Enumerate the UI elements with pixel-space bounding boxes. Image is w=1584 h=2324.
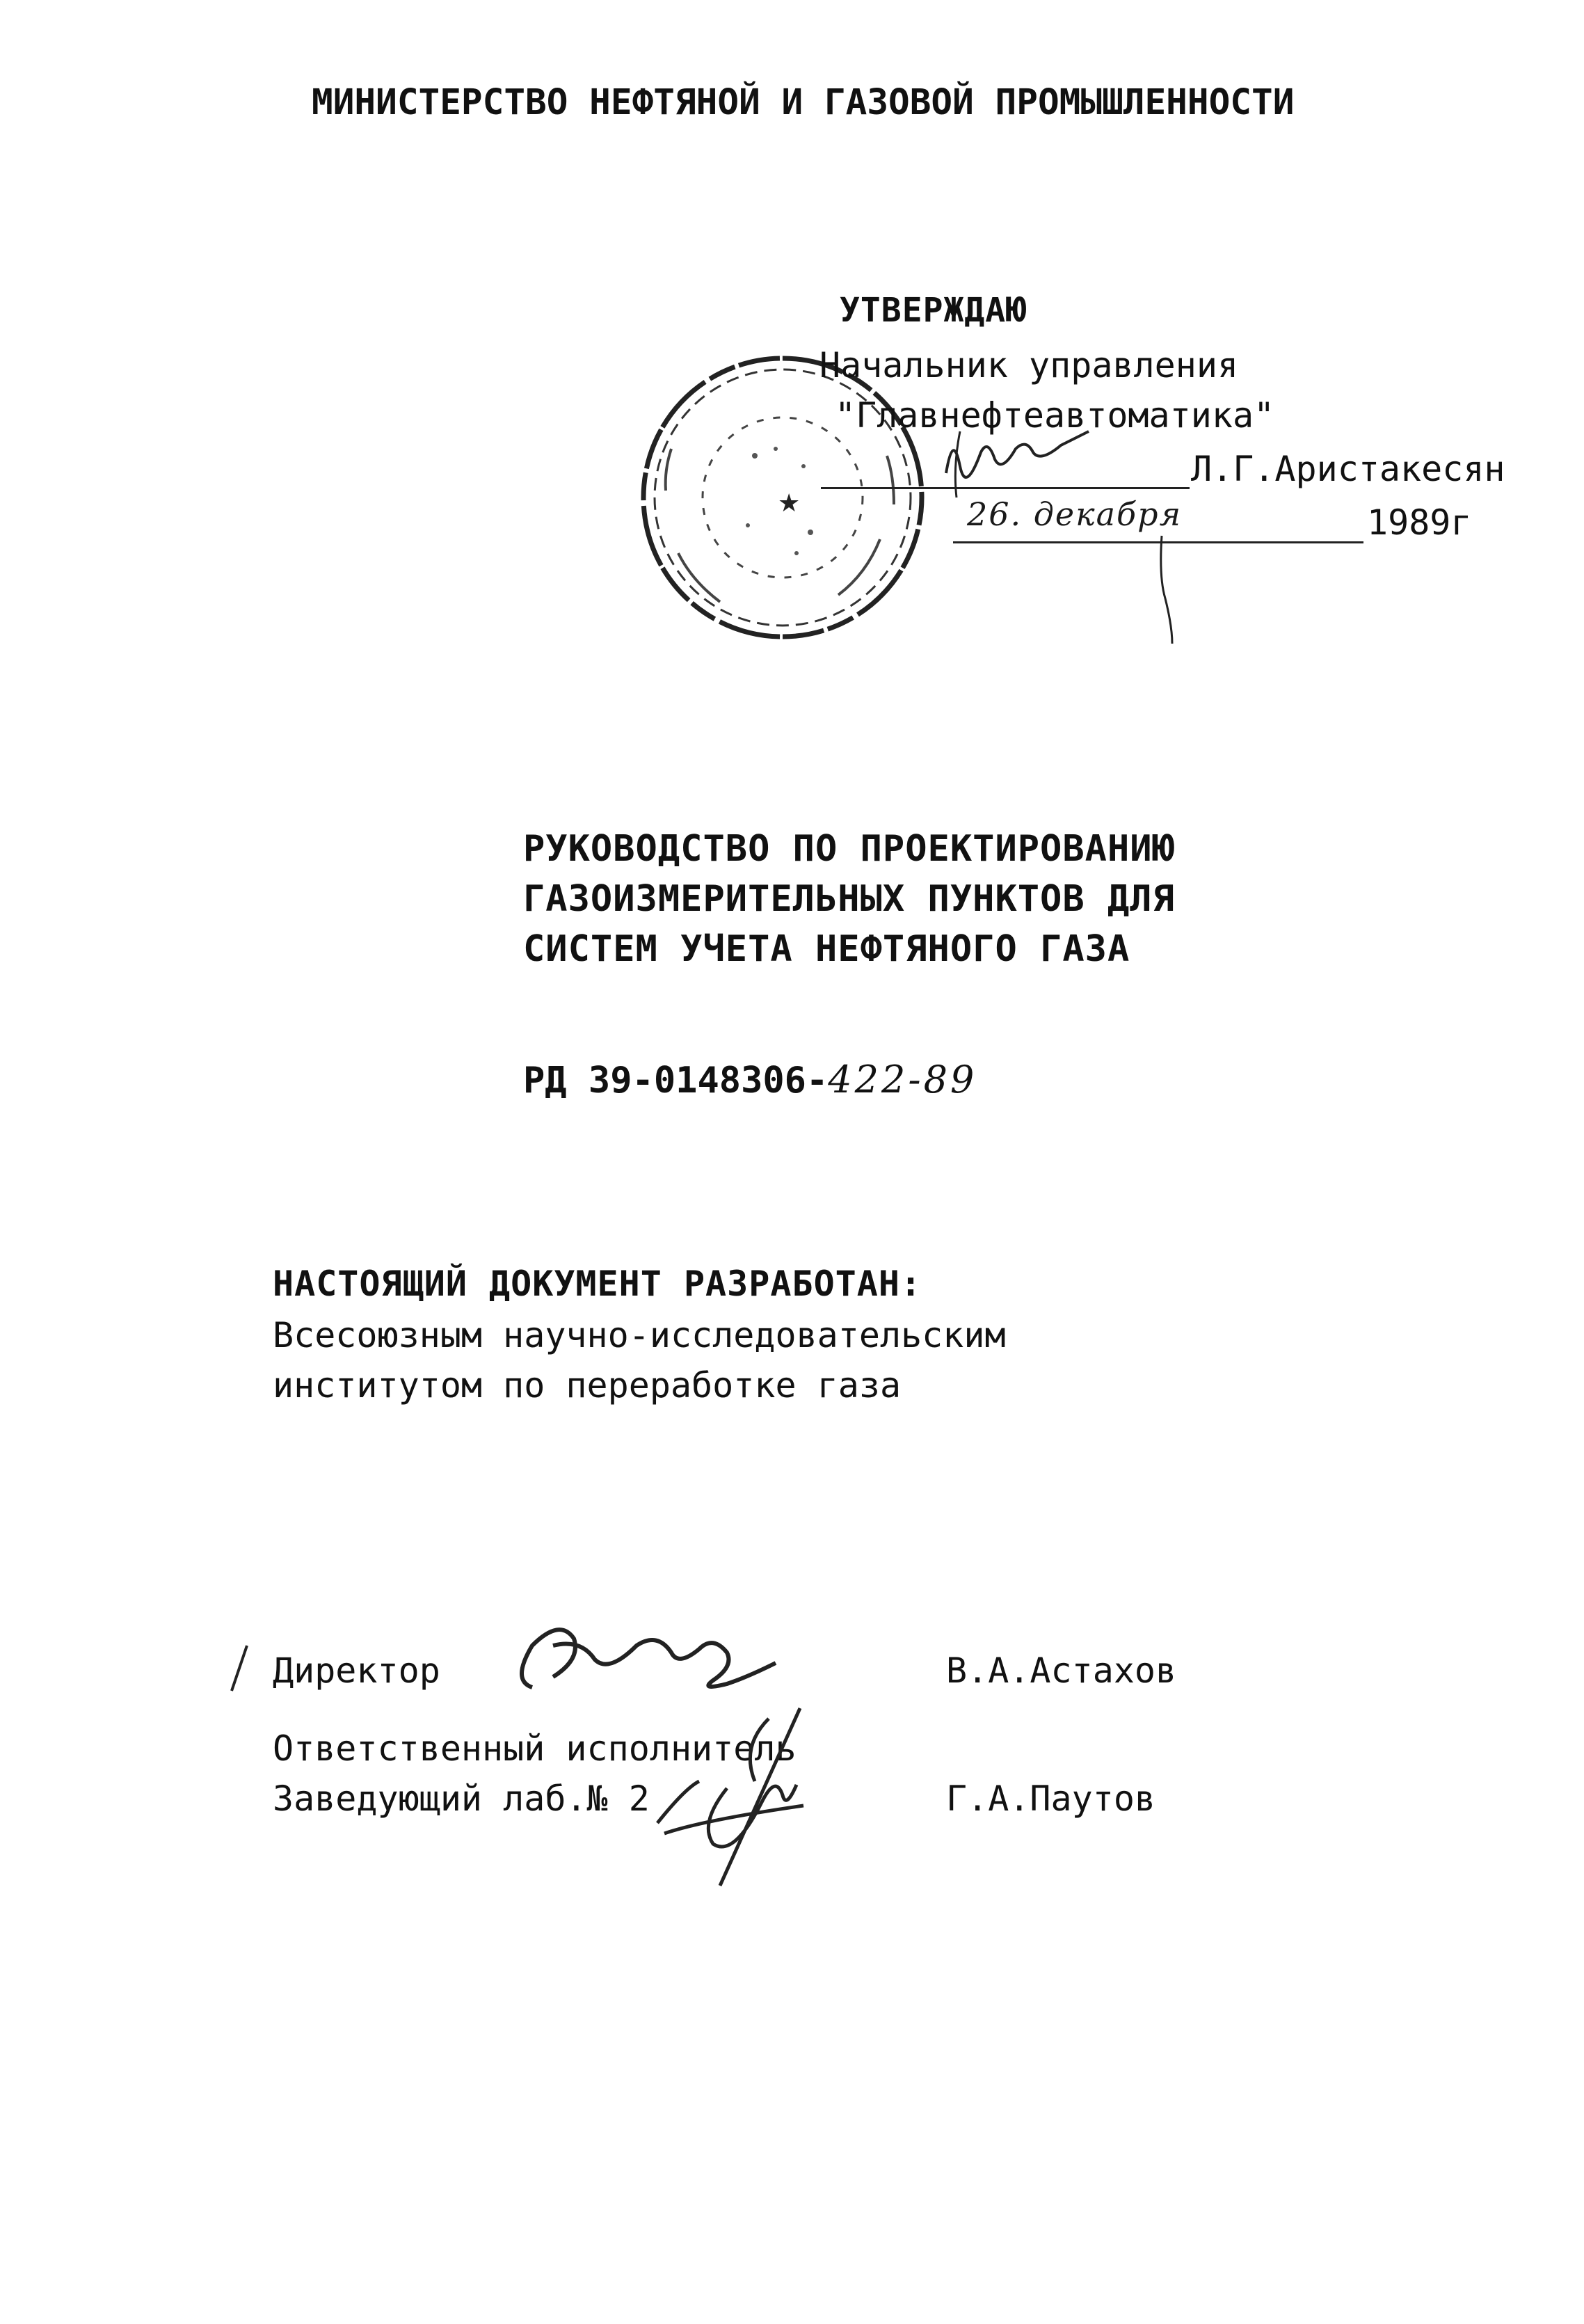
director-signature bbox=[490, 1618, 852, 1708]
document-code-handwritten: 422-89 bbox=[828, 1058, 977, 1101]
developer-heading: НАСТОЯЩИЙ ДОКУМЕНТ РАЗРАБОТАН: bbox=[273, 1264, 922, 1304]
pen-stroke-mark bbox=[1155, 536, 1183, 647]
executor-label: Ответственный исполнитель bbox=[273, 1728, 797, 1769]
document-title-line1: РУКОВОДСТВО ПО ПРОЕКТИРОВАНИЮ bbox=[523, 828, 1175, 870]
director-name: В.А.Астахов bbox=[946, 1650, 1177, 1691]
executor-name: Г.А.Паутов bbox=[946, 1778, 1156, 1819]
lab-head-label: Заведующий лаб.№ 2 bbox=[273, 1778, 650, 1819]
document-title-line3: СИСТЕМ УЧЕТА НЕФТЯНОГО ГАЗА bbox=[523, 928, 1130, 970]
approval-date-handwritten: 26. декабря bbox=[967, 495, 1183, 533]
approval-heading: УТВЕРЖДАЮ bbox=[840, 291, 1027, 330]
svg-text:★: ★ bbox=[778, 489, 801, 518]
approval-year: 1989г bbox=[1367, 502, 1472, 543]
approver-signature-line bbox=[821, 487, 1190, 489]
developer-line1: Всесоюзным научно-исследовательским bbox=[273, 1315, 1006, 1355]
approval-position-line1: Начальник управления bbox=[819, 345, 1239, 385]
official-seal-stamp bbox=[630, 344, 936, 651]
document-title-line2: ГАЗОИЗМЕРИТЕЛЬНЫХ ПУНКТОВ ДЛЯ bbox=[523, 878, 1175, 920]
slash-mark bbox=[226, 1642, 254, 1698]
executor-signature bbox=[650, 1705, 845, 1913]
approver-name: Л.Г.Аристакесян bbox=[1191, 449, 1505, 489]
ministry-header: МИНИСТЕРСТВО НЕФТЯНОЙ И ГАЗОВОЙ ПРОМЫШЛЕННОСТИ bbox=[312, 82, 1295, 123]
document-code-prefix: РД 39-0148306- bbox=[523, 1060, 829, 1101]
director-label: Директор bbox=[273, 1650, 440, 1691]
developer-line2: институтом по переработке газа bbox=[273, 1365, 902, 1406]
approval-position-line2: "Главнефтеавтоматика" bbox=[835, 395, 1275, 436]
document-code bbox=[523, 1058, 977, 1101]
